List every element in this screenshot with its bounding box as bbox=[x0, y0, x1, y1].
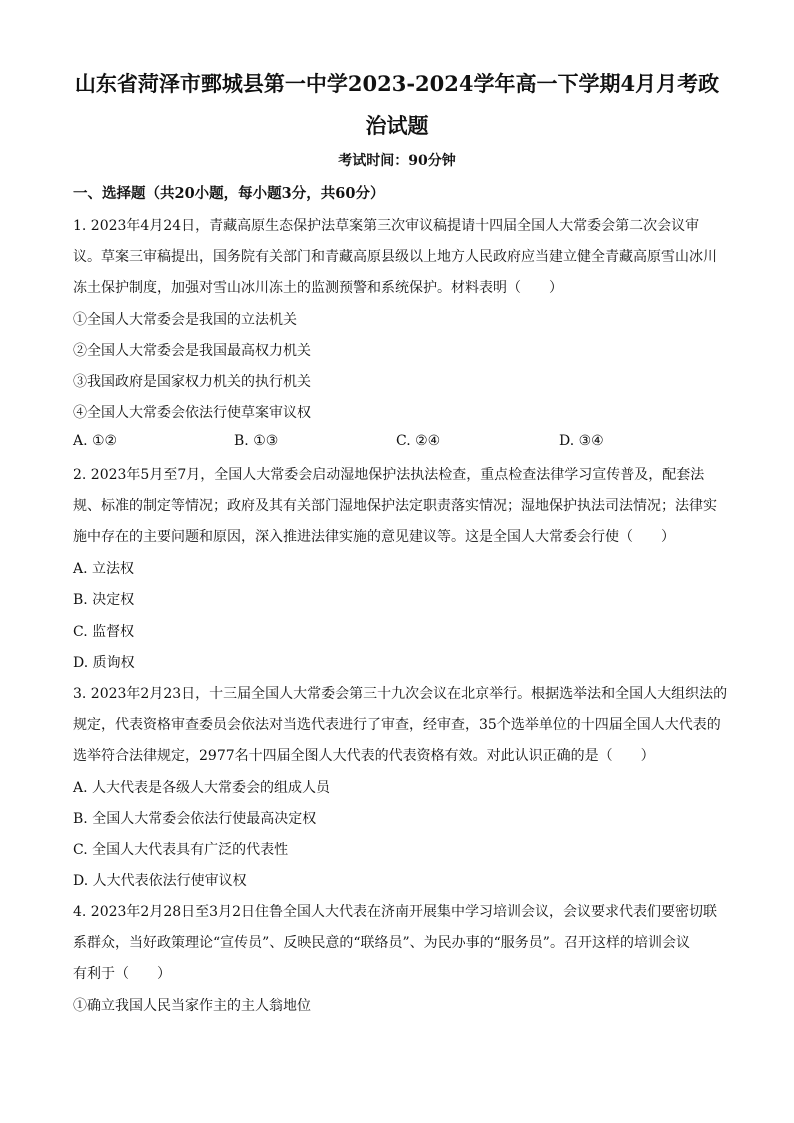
q3-stem-line-3: 选举符合法律规定，2977名十四届全图人大代表的代表资格有效。对此认识正确的是（ ） bbox=[73, 748, 655, 764]
q1-option-d[interactable]: D. ③④ bbox=[559, 433, 604, 449]
exam-title-line-1: 山东省菏泽市鄄城县第一中学2023-2024学年高一下学期4月月考政 bbox=[74, 71, 720, 96]
q2-option-d[interactable]: D. 质询权 bbox=[73, 655, 135, 671]
section-heading: 一、选择题（共20小题，每小题3分，共60分） bbox=[73, 185, 385, 202]
q3-option-a[interactable]: A. 人大代表是各级人大常委会的组成人员 bbox=[73, 780, 331, 796]
q3-option-b[interactable]: B. 全国人大常委会依法行使最高决定权 bbox=[73, 811, 317, 827]
q4-stem-line-2: 系群众，当好政策理论“宣传员”、反映民意的“联络员”、为民办事的“服务员”。召开这样的培训会议 bbox=[73, 935, 690, 951]
q2-stem-line-3: 施中存在的主要问题和原因，深入推进法律实施的意见建议等。这是全国人大常委会行使（ ） bbox=[73, 529, 675, 545]
q3-option-c[interactable]: C. 全国人大代表具有广泛的代表性 bbox=[73, 842, 289, 858]
exam-title-line-2: 治试题 bbox=[365, 113, 429, 138]
q1-stem-line-2: 议。草案三审稿提出，国务院有关部门和青藏高原县级以上地方人民政府应当建立健全青藏高原雪山冰川 bbox=[73, 249, 717, 265]
q1-options bbox=[73, 433, 733, 453]
q3-stem-line-2: 规定，代表资格审查委员会依法对当选代表进行了审查，经审查，35个选举单位的十四届全国人大代表的 bbox=[73, 717, 721, 733]
q1-option-c[interactable]: C. ②④ bbox=[396, 433, 441, 449]
q2-option-c[interactable]: C. 监督权 bbox=[73, 624, 135, 640]
q3-stem-line-1: 3. 2023年2月23日，十三届全国人大常委会第三十九次会议在北京举行。根据选举法和全国人大组织法的 bbox=[73, 686, 728, 702]
q2-option-b[interactable]: B. 决定权 bbox=[73, 592, 135, 608]
q1-statement-1: ①全国人大常委会是我国的立法机关 bbox=[73, 312, 297, 328]
q1-option-b[interactable]: B. ①③ bbox=[234, 433, 279, 449]
q3-option-d[interactable]: D. 人大代表依法行使审议权 bbox=[73, 873, 247, 889]
q1-option-a[interactable]: A. ①② bbox=[73, 433, 118, 449]
q4-statement-1: ①确立我国人民当家作主的主人翁地位 bbox=[73, 998, 311, 1014]
q1-stem-line-3: 冻土保护制度，加强对雪山冰川冻土的监测预警和系统保护。材料表明（ ） bbox=[73, 280, 563, 296]
q4-stem-line-1: 4. 2023年2月28日至3月2日住鲁全国人大代表在济南开展集中学习培训会议，会议要求代表们要密切联 bbox=[73, 904, 717, 920]
q2-stem-line-1: 2. 2023年5月至7月，全国人大常委会启动湿地保护法执法检查，重点检查法律学习宣传普及，配套法 bbox=[73, 467, 705, 483]
q2-stem-line-2: 规、标准的制定等情况；政府及其有关部门湿地保护法定职责落实情况；湿地保护执法司法情况；法律实 bbox=[73, 498, 717, 514]
q1-stem-line-1: 1. 2023年4月24日，青藏高原生态保护法草案第三次审议稿提请十四届全国人大常委会第二次会议审 bbox=[73, 218, 700, 234]
q1-statement-3: ③我国政府是国家权力机关的执行机关 bbox=[73, 374, 311, 390]
q2-option-a[interactable]: A. 立法权 bbox=[73, 561, 135, 577]
exam-time: 考试时间：90分钟 bbox=[338, 153, 456, 169]
q1-statement-2: ②全国人大常委会是我国最高权力机关 bbox=[73, 343, 311, 359]
q1-statement-4: ④全国人大常委会依法行使草案审议权 bbox=[73, 405, 311, 421]
q4-stem-line-3: 有利于（ ） bbox=[73, 966, 171, 982]
